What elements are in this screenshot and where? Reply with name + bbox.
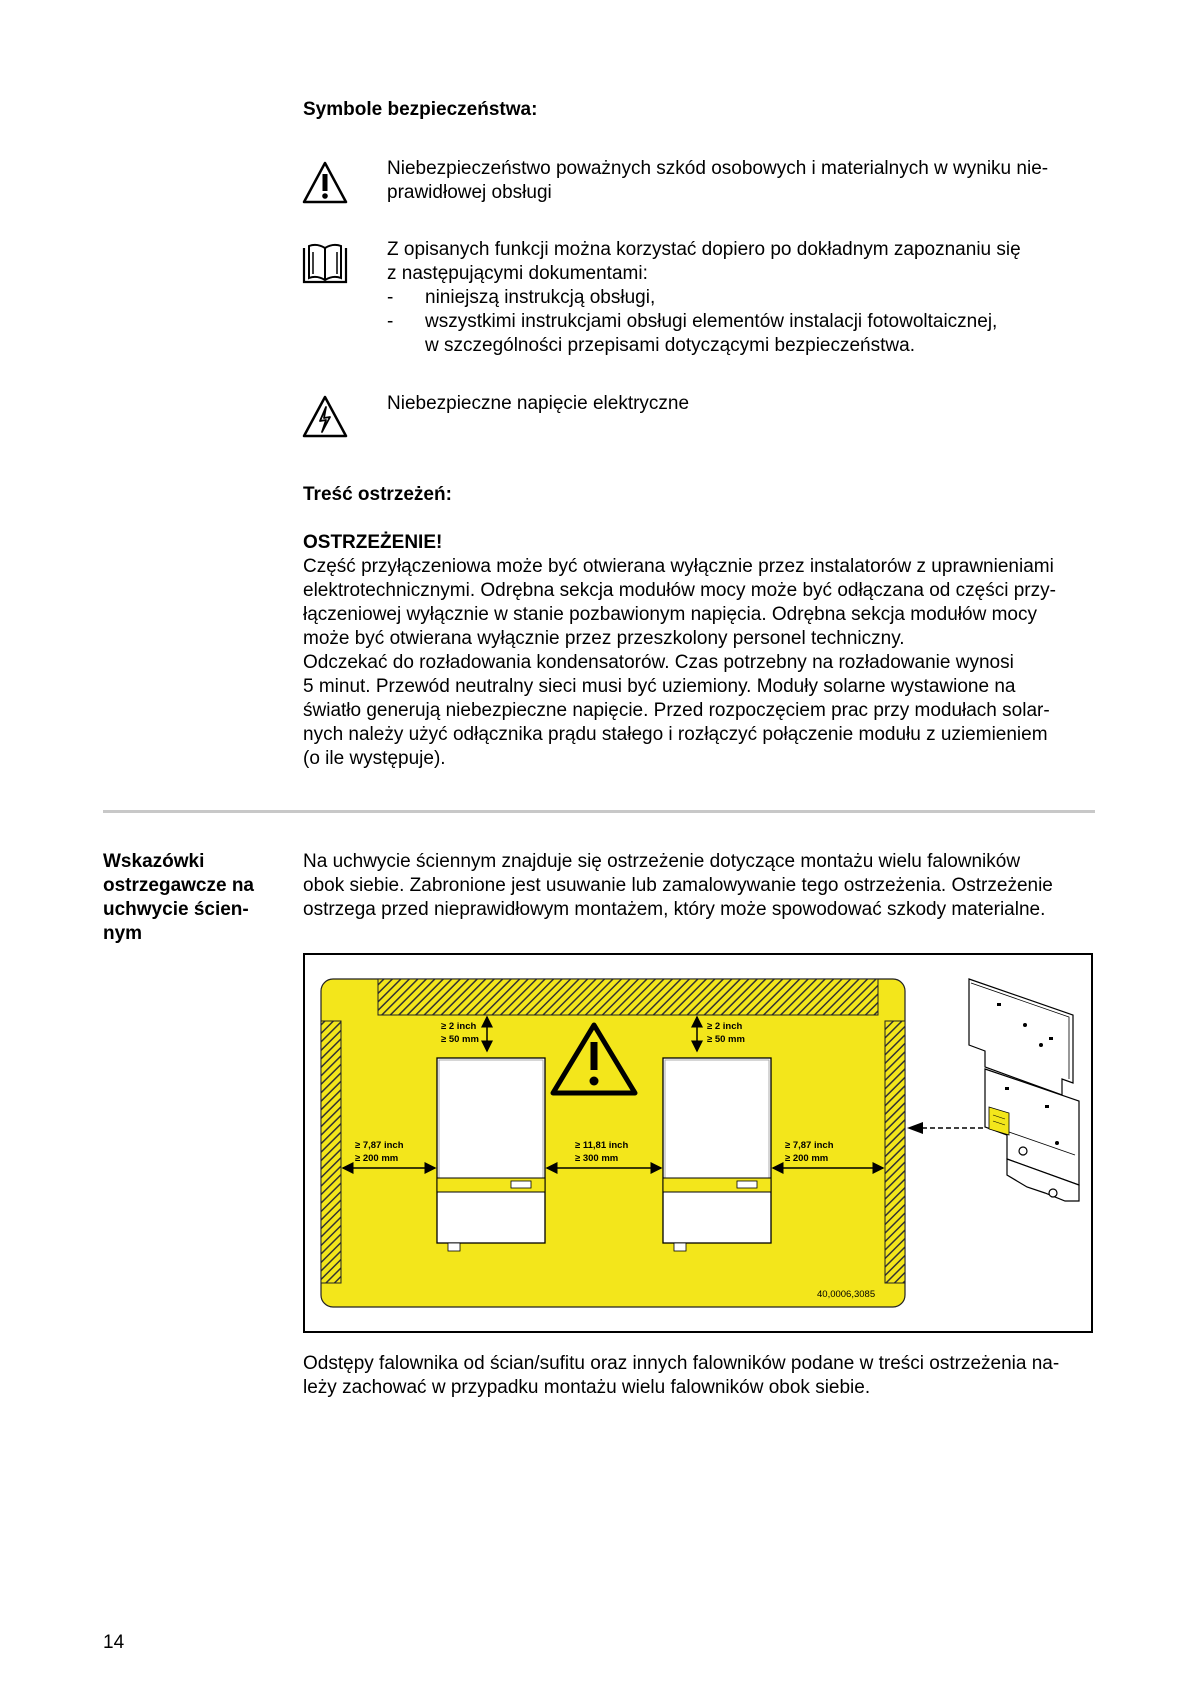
text-line: Wskazówki <box>103 851 205 872</box>
high-voltage-icon <box>301 394 349 440</box>
between-clearance-inch: ≥ 11,81 inch <box>575 1140 629 1151</box>
between-clearance-mm: ≥ 300 mm <box>575 1153 619 1164</box>
bullet-text: w szczególności przepisami dotyczącymi bezpieczeństwa. <box>425 335 915 356</box>
text-line: ostrzegawcze na <box>103 875 254 896</box>
bullet-text: wszystkimi instrukcjami obsługi elementów instalacji fotowoltaicznej, <box>425 311 998 332</box>
text-line: (o ile występuje). <box>303 748 446 769</box>
bullet-dash: - <box>387 287 394 308</box>
top-clearance-left-mm: ≥ 50 mm <box>441 1034 479 1045</box>
side-clearance-left-mm: ≥ 200 mm <box>355 1153 399 1164</box>
section-outro <box>303 1352 1103 1400</box>
text-line: światło generują niebezpieczne napięcie. Przed rozpoczęciem prac przy modułach solar- <box>303 700 1050 721</box>
text-line: obok siebie. Zabronione jest usuwanie lub zamalowywanie tego ostrzeżenia. Ostrzeżenie <box>303 875 1053 896</box>
text-line: leży zachować w przypadku montażu wielu falowników obok siebie. <box>303 1377 871 1398</box>
safety-symbols-heading: Symbole bezpieczeństwa: <box>303 99 538 120</box>
inverter-right <box>663 1058 771 1251</box>
symbol-description-manual <box>387 238 1107 358</box>
top-clearance-right-mm: ≥ 50 mm <box>707 1034 745 1045</box>
symbol-description-voltage <box>387 392 1107 416</box>
warning-text <box>303 555 1103 771</box>
bullet-dash: - <box>387 311 394 332</box>
text-line: elektrotechnicznymi. Odrębna sekcja modułów mocy może być odłączana od części przy- <box>303 580 1056 601</box>
clearance-diagram <box>305 955 1091 1331</box>
section-intro <box>303 850 1103 922</box>
text-line: Część przyłączeniowa może być otwierana wyłącznie przez instalatorów z uprawnieniami <box>303 556 1054 577</box>
left-wall-hatch <box>321 1021 341 1283</box>
warnings-content-heading: Treść ostrzeżeń: <box>303 484 452 505</box>
ceiling-hatch <box>378 979 878 1015</box>
figure-code: 40,0006,3085 <box>817 1289 876 1300</box>
warning-triangle-icon <box>301 160 349 206</box>
text-line: nych należy użyć odłącznika prądu stałego i rozłączyć połączenie modułu z uziemieniem <box>303 724 1048 745</box>
warning-title: OSTRZEŻENIE! <box>303 532 443 553</box>
side-clearance-right-mm: ≥ 200 mm <box>785 1153 829 1164</box>
top-clearance-right-inch: ≥ 2 inch <box>707 1021 743 1032</box>
text-line: może być otwierana wyłącznie przez przeszkolony personel techniczny. <box>303 628 905 649</box>
top-clearance-left-inch: ≥ 2 inch <box>441 1021 477 1032</box>
text-line: Odstępy falownika od ścian/sufitu oraz innych falowników podane w treści ostrzeżenia na- <box>303 1353 1060 1374</box>
side-clearance-right-inch: ≥ 7,87 inch <box>785 1140 834 1151</box>
section-side-heading <box>103 850 278 946</box>
text-line: Niebezpieczne napięcie elektryczne <box>387 393 690 414</box>
text-line: uchwycie ścien- <box>103 899 249 920</box>
bullet-text: niniejszą instrukcją obsługi, <box>425 287 656 308</box>
text-line: Niebezpieczeństwo poważnych szkód osobowych i materialnych w wyniku nie- <box>387 158 1049 179</box>
pointer-arrowhead-icon <box>907 1122 923 1134</box>
text-line: nym <box>103 923 143 944</box>
section-divider <box>103 810 1095 813</box>
page-number: 14 <box>103 1632 125 1653</box>
right-wall-hatch <box>885 1021 905 1283</box>
side-clearance-left-inch: ≥ 7,87 inch <box>355 1140 404 1151</box>
wall-bracket-figure <box>303 953 1093 1333</box>
text-line: ostrzega przed nieprawidłowym montażem, który może spowodować szkody materialne. <box>303 899 1046 920</box>
list-item <box>387 286 1107 310</box>
inverter-left <box>437 1058 545 1251</box>
text-line: Odczekać do rozładowania kondensatorów. Czas potrzebny na rozładowanie wynosi <box>303 652 1014 673</box>
wall-bracket-drawing <box>969 979 1079 1201</box>
text-line: Na uchwycie ściennym znajduje się ostrzeżenie dotyczące montażu wielu falowników <box>303 851 1021 872</box>
manual-book-icon <box>301 242 349 286</box>
text-line: 5 minut. Przewód neutralny sieci musi być uziemiony. Moduły solarne wystawione na <box>303 676 1016 697</box>
list-item <box>387 310 1107 358</box>
symbol-description-danger <box>387 157 1107 205</box>
text-line: z następującymi dokumentami: <box>387 263 648 284</box>
text-line: prawidłowej obsługi <box>387 182 552 203</box>
text-line: łączeniowej wyłącznie w stanie pozbawionym napięcia. Odrębna sekcja modułów mocy <box>303 604 1037 625</box>
text-line: Z opisanych funkcji można korzystać dopiero po dokładnym zapoznaniu się <box>387 239 1021 260</box>
